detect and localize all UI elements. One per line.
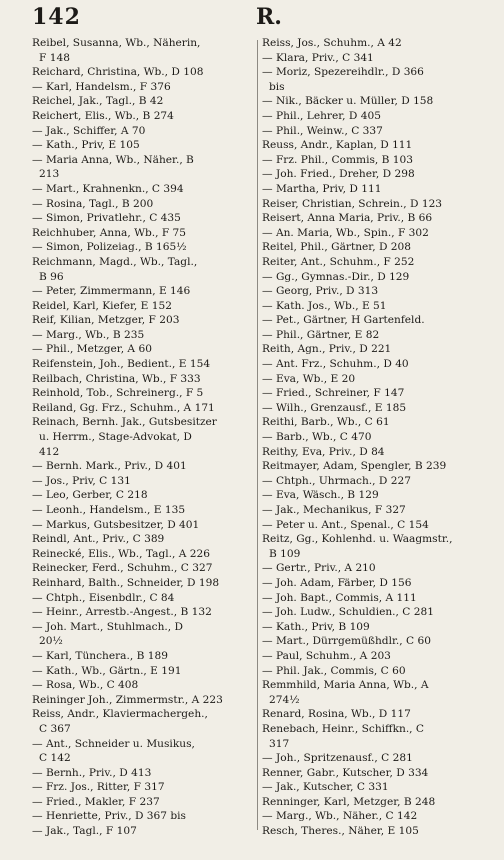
directory-entry-line: — Bernh. Mark., Priv., D 401 (32, 460, 187, 473)
directory-entry-line: — Simon, Polizeiag., B 165½ (32, 241, 187, 254)
directory-entry-line: Reilbach, Christina, Wb., F 333 (32, 372, 201, 385)
directory-entry-line: — Joh. Adam, Färber, D 156 (262, 576, 412, 589)
directory-entry-line: — Leo, Gerber, C 218 (32, 489, 148, 502)
directory-entry-line: B 109 (269, 547, 301, 560)
directory-entry-line: — Jak., Schiffer, A 70 (32, 124, 146, 137)
directory-entry-line: Reitel, Phil., Gärtner, D 208 (262, 241, 412, 254)
directory-entry-line: Reif, Kilian, Metzger, F 203 (32, 314, 180, 327)
directory-entry-line: C 367 (39, 722, 71, 735)
directory-entry-line: — Peter u. Ant., Spenal., C 154 (262, 518, 429, 531)
directory-entry-line: — Kath., Wb., Gärtn., E 191 (32, 664, 182, 677)
directory-entry-line: Reiser, Christian, Schrein., D 123 (262, 197, 443, 210)
directory-entry-line: Reisert, Anna Maria, Priv., B 66 (262, 212, 433, 225)
directory-entry-line: — Pet., Gärtner, H Gartenfeld. (262, 314, 425, 327)
directory-entry-line: Reinach, Bernh. Jak., Gutsbesitzer (32, 416, 217, 429)
directory-entry-line: — Paul, Schuhm., A 203 (262, 649, 391, 662)
directory-entry-line: B 96 (39, 270, 64, 283)
directory-entry-line: — Ant., Schneider u. Musikus, (32, 737, 195, 750)
directory-entry-line: — Nik., Bäcker u. Müller, D 158 (262, 95, 434, 108)
directory-entry-line: — Barb., Wb., C 470 (262, 431, 372, 444)
directory-entry-line: — Phil. Jak., Commis, C 60 (262, 664, 406, 677)
directory-entry-line: Reith, Agn., Priv., D 221 (262, 343, 392, 356)
directory-entry-line: — Karl, Handelsm., F 376 (32, 80, 171, 93)
directory-entry-line: — Joh., Spritzenausf., C 281 (262, 752, 413, 765)
section-letter: R. (256, 4, 282, 30)
directory-entry-line: — Gertr., Priv., A 210 (262, 562, 376, 575)
directory-entry-line: — Chtph., Eisenbdlr., C 84 (32, 591, 175, 604)
directory-entry-line: — Mart., Krahnenkn., C 394 (32, 182, 184, 195)
directory-entry-line: — Jak., Tagl., F 107 (32, 825, 137, 838)
directory-entry-line: — Phil., Gärtner, E 82 (262, 328, 380, 341)
left-column (32, 36, 258, 839)
directory-entry-line: — Markus, Gutsbesitzer, D 401 (32, 518, 200, 531)
directory-entry-line: Reiter, Ant., Schuhm., F 252 (262, 255, 415, 268)
directory-entry-line: Reichmann, Magd., Wb., Tagl., (32, 255, 198, 268)
directory-entry-line: Renebach, Heinr., Schiffkn., C (262, 722, 425, 735)
directory-entry-line: Reinhold, Tob., Schreinerg., F 5 (32, 387, 204, 400)
directory-entry-line: Reinhard, Balth., Schneider, D 198 (32, 576, 220, 589)
directory-entry-line: 20½ (39, 635, 63, 648)
directory-entry-line: Remmhild, Maria Anna, Wb., A (262, 679, 429, 692)
directory-entry-line: Reichhuber, Anna, Wb., F 75 (32, 226, 187, 239)
page-number: 142 (32, 4, 81, 30)
directory-entry-line: — Jak., Mechanikus, F 327 (262, 504, 406, 516)
directory-entry-line: Reiss, Andr., Klaviermachergeh., (32, 708, 208, 721)
directory-entry-line: — Frz. Jos., Ritter, F 317 (32, 781, 165, 794)
directory-entry-line: Reininger Joh., Zimmermstr., A 223 (32, 693, 223, 706)
right-column (262, 36, 494, 839)
directory-entry-line: — Leonh., Handelsm., E 135 (32, 504, 186, 516)
directory-entry-line: Reichert, Elis., Wb., B 274 (32, 109, 174, 122)
directory-entry-line: Reinecké, Elis., Wb., Tagl., A 226 (32, 547, 210, 560)
directory-entry-line: — Rosa, Wb., C 408 (32, 679, 139, 692)
directory-entry-line: Reindl, Ant., Priv., C 389 (32, 533, 165, 546)
directory-entry-line: — Marg., Wb., B 235 (32, 328, 145, 341)
directory-entry-line: — Ant. Frz., Schuhm., D 40 (262, 358, 409, 371)
directory-entry-line: — Rosina, Tagl., B 200 (32, 197, 154, 210)
directory-entry-line: — An. Maria, Wb., Spin., F 302 (262, 226, 429, 239)
directory-entry-line: — Marg., Wb., Näher., C 142 (262, 810, 418, 823)
directory-entry-line: — Fried., Makler, F 237 (32, 795, 160, 808)
directory-entry-line: — Peter, Zimmermann, E 146 (32, 285, 191, 298)
directory-entry-line: — Karl, Tünchera., B 189 (32, 649, 168, 662)
directory-entry-line: Reithi, Barb., Wb., C 61 (262, 416, 390, 429)
directory-entry-line: Renard, Rosina, Wb., D 117 (262, 708, 411, 721)
directory-entry-line: F 148 (39, 51, 70, 64)
directory-entry-line: 412 (39, 445, 60, 458)
directory-entry-line: — Joh. Mart., Stuhlmach., D (32, 620, 183, 633)
directory-entry-line: — Mart., Dürrgemüßhdlr., C 60 (262, 635, 431, 648)
directory-entry-line: — Jak., Kutscher, C 331 (262, 781, 389, 794)
directory-entry-line: Reiss, Jos., Schuhm., A 42 (262, 37, 402, 49)
directory-entry-line: — Joh. Bapt., Commis, A 111 (262, 591, 417, 604)
directory-entry-line: — Kath., Priv, E 105 (32, 139, 140, 152)
directory-entry-line: — Moriz, Spezereihdlr., D 366 (262, 66, 424, 79)
directory-entry-line: Reichel, Jak., Tagl., B 42 (32, 95, 164, 108)
directory-entry-line: — Wilh., Grenzausf., E 185 (262, 401, 407, 414)
directory-entry-line: 317 (269, 737, 290, 750)
directory-entry-line: — Klara, Priv., C 341 (262, 51, 374, 64)
directory-entry-line: — Jos., Priv, C 131 (32, 474, 131, 487)
directory-entry-line: — Georg, Priv., D 313 (262, 285, 379, 298)
directory-entry-line: Reifenstein, Joh., Bedient., E 154 (32, 358, 211, 371)
directory-entry-line: — Chtph., Uhrmach., D 227 (262, 474, 411, 487)
directory-entry-line: 274½ (269, 693, 300, 706)
directory-entry-line: — Phil., Metzger, A 60 (32, 343, 152, 356)
directory-entry-line: Reidel, Karl, Kiefer, E 152 (32, 299, 172, 312)
page-header (0, 0, 504, 32)
directory-entry-line: — Fried., Schreiner, F 147 (262, 387, 405, 400)
directory-entry-line: Reibel, Susanna, Wb., Näherin, (32, 37, 201, 49)
column-divider (257, 40, 258, 830)
directory-entry-line: Reichard, Christina, Wb., D 108 (32, 66, 204, 79)
directory-entry-line: Reitz, Gg., Kohlenhd. u. Waagmstr., (262, 533, 453, 546)
directory-entry-line: — Joh. Ludw., Schuldien., C 281 (262, 606, 434, 619)
directory-entry-line: — Eva, Wb., E 20 (262, 372, 356, 385)
directory-entry-line: Reitmayer, Adam, Spengler, B 239 (262, 460, 447, 473)
directory-entry-line: — Frz. Phil., Commis, B 103 (262, 153, 414, 166)
directory-entry-line: — Henriette, Priv., D 367 bis (32, 810, 186, 823)
directory-entry-line: — Martha, Priv, D 111 (262, 182, 382, 195)
directory-entry-line: — Gg., Gymnas.-Dir., D 129 (262, 270, 410, 283)
directory-entry-line: — Phil., Lehrer, D 405 (262, 109, 381, 122)
directory-entry-line: Reiland, Gg. Frz., Schuhm., A 171 (32, 401, 215, 414)
directory-entry-line: Resch, Theres., Näher, E 105 (262, 825, 419, 838)
directory-entry-line: — Kath. Jos., Wb., E 51 (262, 299, 387, 312)
directory-entry-line: — Bernh., Priv., D 413 (32, 766, 152, 779)
directory-entry-line: — Joh. Fried., Dreher, D 298 (262, 168, 415, 181)
directory-entry-line: 213 (39, 168, 60, 181)
directory-entry-line: Renner, Gabr., Kutscher, D 334 (262, 766, 429, 779)
directory-entry-line: Renninger, Karl, Metzger, B 248 (262, 795, 436, 808)
directory-entry-line: — Maria Anna, Wb., Näher., B (32, 153, 194, 166)
directory-entry-line: — Simon, Privatlehr., C 435 (32, 212, 181, 225)
directory-entry-line: bis (269, 80, 285, 93)
directory-entry-line: — Phil., Weinw., C 337 (262, 124, 383, 137)
directory-entry-line: Reithy, Eva, Priv., D 84 (262, 445, 385, 458)
directory-entry-line: Reinecker, Ferd., Schuhm., C 327 (32, 562, 213, 575)
directory-entry-line: — Kath., Priv, B 109 (262, 620, 370, 633)
directory-entry-line: — Eva, Wäsch., B 129 (262, 489, 379, 502)
directory-entry-line: C 142 (39, 752, 71, 765)
directory-entry-line: — Heinr., Arrestb.-Angest., B 132 (32, 606, 212, 619)
directory-entry-line: u. Herrm., Stage-Advokat, D (39, 431, 192, 444)
directory-entry-line: Reuss, Andr., Kaplan, D 111 (262, 139, 413, 152)
